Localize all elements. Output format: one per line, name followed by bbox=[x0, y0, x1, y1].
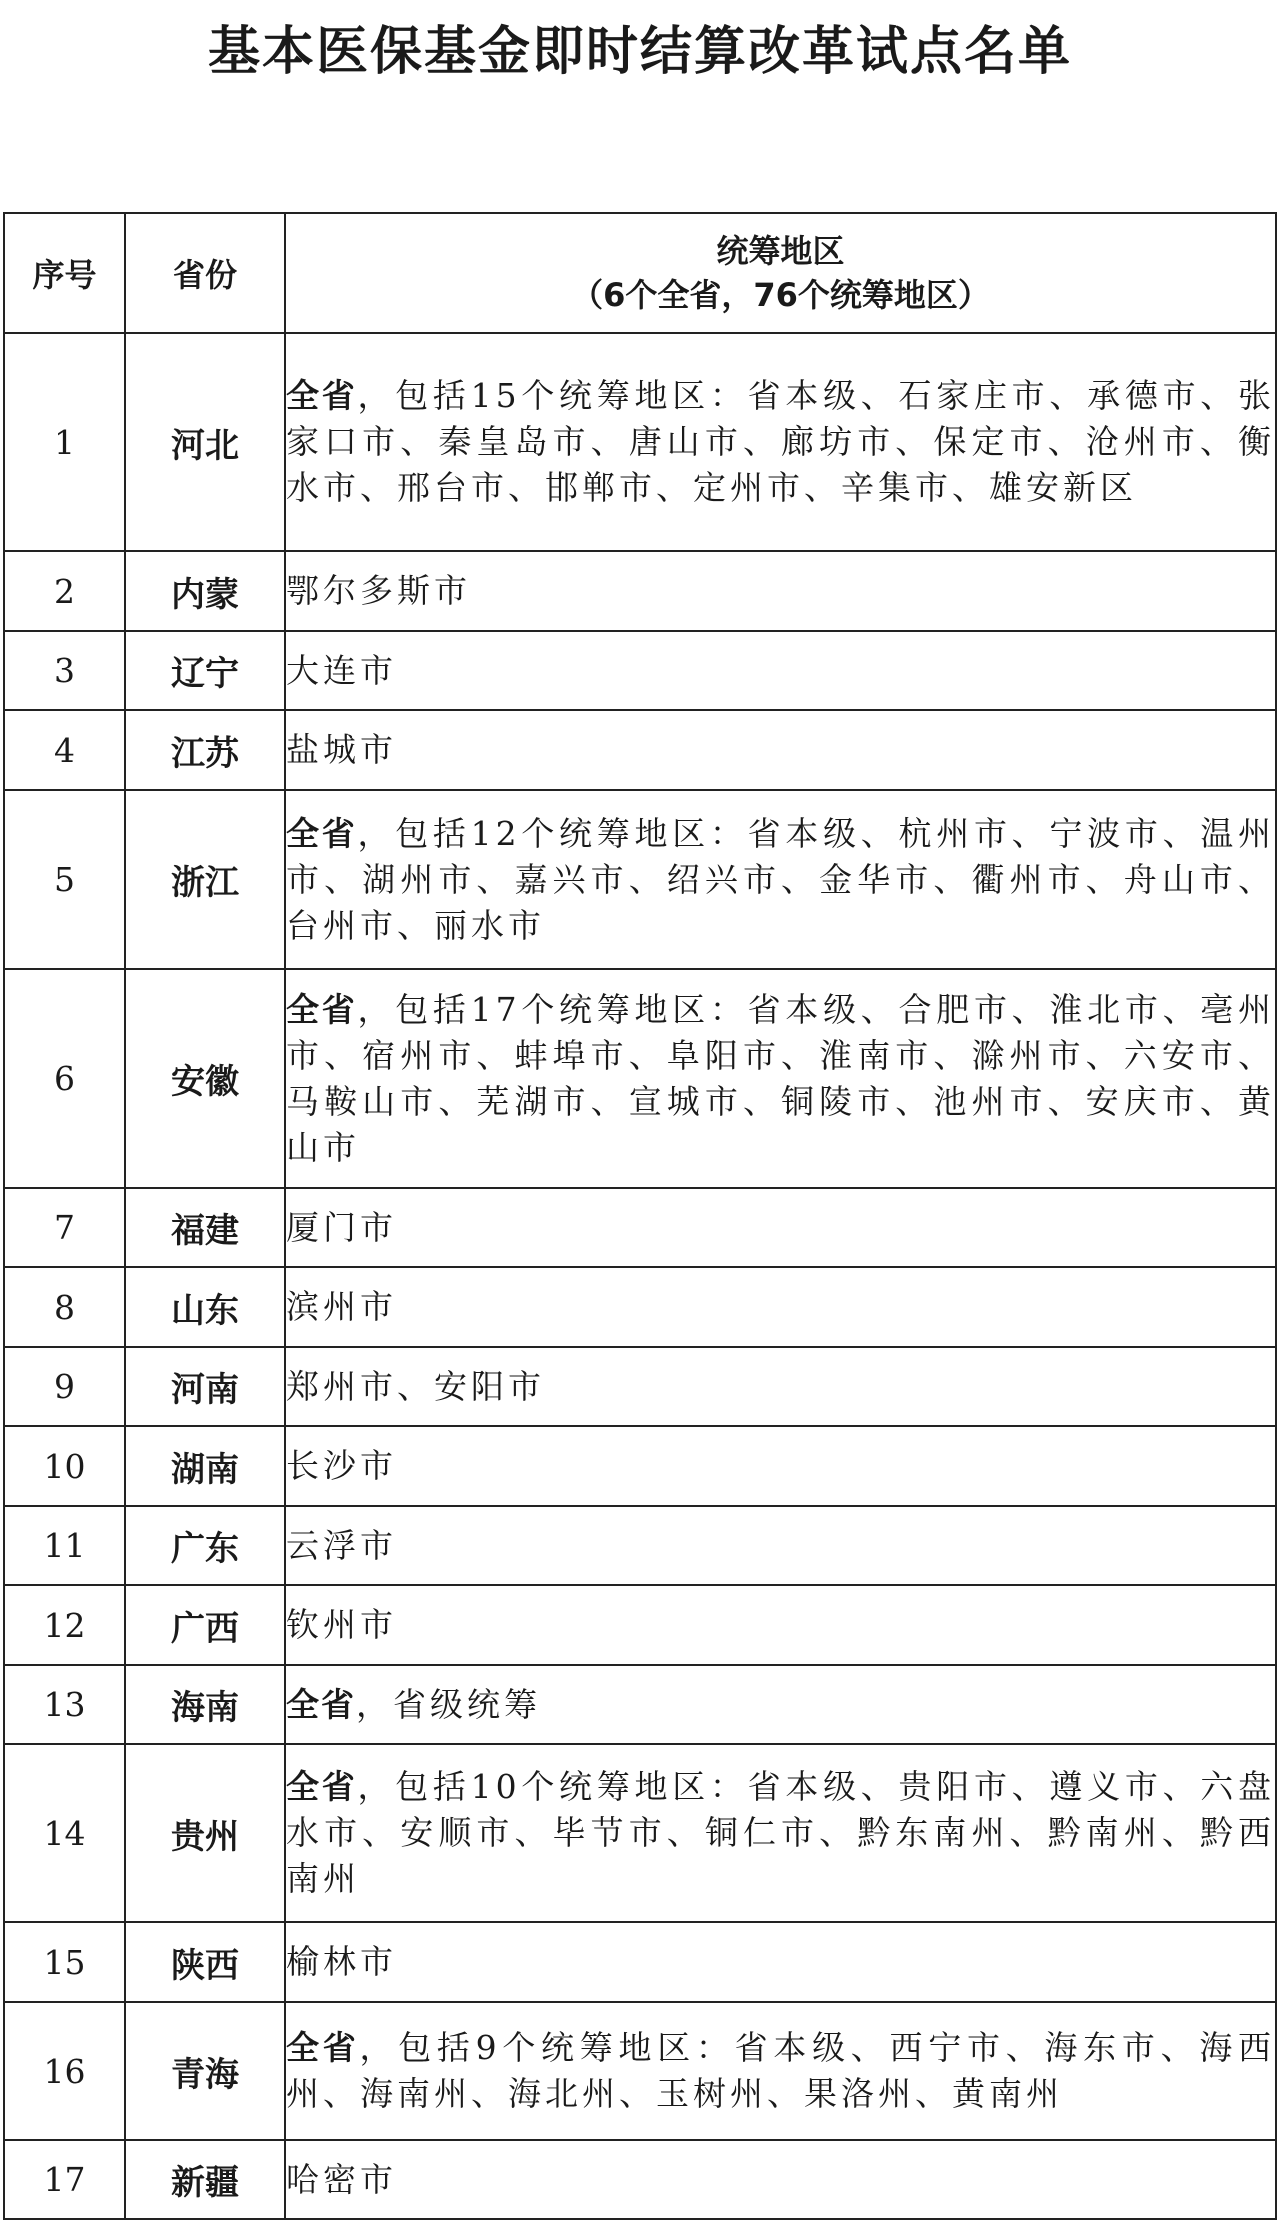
row-province: 福建 bbox=[125, 1188, 285, 1267]
table-row bbox=[4, 2002, 1276, 2140]
page-title: 基本医保基金即时结算改革试点名单 bbox=[207, 22, 1072, 82]
table-row bbox=[4, 1585, 1276, 1665]
row-no: 17 bbox=[4, 2140, 125, 2219]
table-row bbox=[4, 1665, 1276, 1744]
row-area bbox=[285, 333, 1276, 551]
table-row bbox=[4, 1426, 1276, 1506]
row-area bbox=[285, 1267, 1276, 1347]
row-area-detail: ，包括10个统筹地区：省本级、贵阳市、遵义市、六盘水市、安顺市、毕节市、铜仁市、黔东南州、黔南州、黔西南州 bbox=[286, 1767, 1276, 1898]
table-header-row bbox=[4, 213, 1276, 333]
row-area-detail: 盐城市 bbox=[286, 730, 397, 769]
table-row bbox=[4, 1744, 1276, 1922]
row-no: 7 bbox=[4, 1188, 125, 1267]
row-no: 12 bbox=[4, 1585, 125, 1665]
row-no: 6 bbox=[4, 969, 125, 1188]
row-area bbox=[285, 710, 1276, 790]
row-no: 16 bbox=[4, 2002, 125, 2140]
row-area bbox=[285, 1188, 1276, 1267]
row-area bbox=[285, 631, 1276, 710]
row-no: 14 bbox=[4, 1744, 125, 1922]
row-area bbox=[285, 1744, 1276, 1922]
table-row bbox=[4, 631, 1276, 710]
row-area bbox=[285, 2140, 1276, 2219]
row-no: 5 bbox=[4, 790, 125, 969]
row-area bbox=[285, 1347, 1276, 1426]
table-row bbox=[4, 1347, 1276, 1426]
row-area-lead: 全省 bbox=[286, 2028, 360, 2067]
row-area-detail: 哈密市 bbox=[286, 2159, 397, 2199]
row-province: 江苏 bbox=[125, 710, 285, 790]
row-area-detail: ，包括12个统筹地区：省本级、杭州市、宁波市、温州市、湖州市、嘉兴市、绍兴市、金华市、衢州市、舟山市、台州市、丽水市 bbox=[286, 813, 1276, 945]
header-no: 序号 bbox=[4, 213, 125, 333]
row-area-detail: 榆林市 bbox=[286, 1942, 397, 1981]
table-row bbox=[4, 710, 1276, 790]
row-province: 贵州 bbox=[125, 1744, 285, 1922]
row-area bbox=[285, 1585, 1276, 1665]
row-area bbox=[285, 969, 1276, 1188]
row-no: 15 bbox=[4, 1922, 125, 2002]
pilot-list-table bbox=[3, 212, 1277, 2220]
table-row bbox=[4, 1267, 1276, 1347]
row-area-detail: 厦门市 bbox=[286, 1207, 397, 1247]
row-area-detail: 大连市 bbox=[286, 650, 397, 690]
row-no: 2 bbox=[4, 551, 125, 631]
row-area-detail: ，包括17个统筹地区：省本级、合肥市、淮北市、亳州市、宿州市、蚌埠市、阜阳市、淮南市、滁州市、六安市、马鞍山市、芜湖市、宣城市、铜陵市、池州市、安庆市、黄山市 bbox=[286, 989, 1276, 1167]
row-area-detail: ，包括9个统筹地区：省本级、西宁市、海东市、海西州、海南州、海北州、玉树州、果洛州、黄南州 bbox=[286, 2028, 1276, 2113]
row-area-detail: ，包括15个统筹地区：省本级、石家庄市、承德市、张家口市、秦皇岛市、唐山市、廊坊市、保定市、沧州市、衡水市、邢台市、邯郸市、定州市、辛集市、雄安新区 bbox=[286, 376, 1276, 507]
row-area bbox=[285, 1426, 1276, 1506]
row-province: 山东 bbox=[125, 1267, 285, 1347]
table-row bbox=[4, 1506, 1276, 1585]
row-no: 3 bbox=[4, 631, 125, 710]
table-row bbox=[4, 1188, 1276, 1267]
row-province: 海南 bbox=[125, 1665, 285, 1744]
row-no: 11 bbox=[4, 1506, 125, 1585]
row-province: 辽宁 bbox=[125, 631, 285, 710]
row-area-lead: 全省 bbox=[286, 1684, 356, 1724]
row-province: 浙江 bbox=[125, 790, 285, 969]
row-no: 13 bbox=[4, 1665, 125, 1744]
row-area-detail: 郑州市、安阳市 bbox=[286, 1366, 545, 1406]
row-area-detail: 云浮市 bbox=[286, 1525, 397, 1565]
row-province: 陕西 bbox=[125, 1922, 285, 2002]
table-row bbox=[4, 551, 1276, 631]
row-province: 河南 bbox=[125, 1347, 285, 1426]
row-area-lead: 全省 bbox=[286, 376, 358, 415]
row-province: 青海 bbox=[125, 2002, 285, 2140]
row-area-detail: 鄂尔多斯市 bbox=[286, 571, 471, 610]
row-area-detail: 钦州市 bbox=[286, 1605, 397, 1644]
row-area bbox=[285, 1506, 1276, 1585]
header-area bbox=[285, 213, 1276, 333]
table-row bbox=[4, 333, 1276, 551]
row-no: 10 bbox=[4, 1426, 125, 1506]
row-province: 新疆 bbox=[125, 2140, 285, 2219]
table-row bbox=[4, 1922, 1276, 2002]
row-area bbox=[285, 1665, 1276, 1744]
row-area-detail: 滨州市 bbox=[286, 1287, 397, 1326]
header-province: 省份 bbox=[125, 213, 285, 333]
row-area bbox=[285, 1922, 1276, 2002]
row-province: 广东 bbox=[125, 1506, 285, 1585]
row-area bbox=[285, 790, 1276, 969]
row-province: 内蒙 bbox=[125, 551, 285, 631]
table-row bbox=[4, 790, 1276, 969]
table-row bbox=[4, 2140, 1276, 2219]
row-area bbox=[285, 2002, 1276, 2140]
header-area-title: 统筹地区 bbox=[716, 232, 845, 270]
row-area-lead: 全省 bbox=[286, 1767, 358, 1806]
row-area-detail: ，省级统筹 bbox=[356, 1684, 541, 1724]
row-no: 4 bbox=[4, 710, 125, 790]
row-area-lead: 全省 bbox=[286, 813, 358, 853]
row-province: 广西 bbox=[125, 1585, 285, 1665]
row-area-lead: 全省 bbox=[286, 989, 358, 1029]
row-province: 河北 bbox=[125, 333, 285, 551]
header-area-summary: （6个全省，76个统筹地区） bbox=[571, 276, 990, 314]
table-row bbox=[4, 969, 1276, 1188]
row-province: 安徽 bbox=[125, 969, 285, 1188]
row-no: 1 bbox=[4, 333, 125, 551]
row-province: 湖南 bbox=[125, 1426, 285, 1506]
row-area-detail: 长沙市 bbox=[286, 1446, 397, 1485]
row-no: 9 bbox=[4, 1347, 125, 1426]
row-area bbox=[285, 551, 1276, 631]
row-no: 8 bbox=[4, 1267, 125, 1347]
